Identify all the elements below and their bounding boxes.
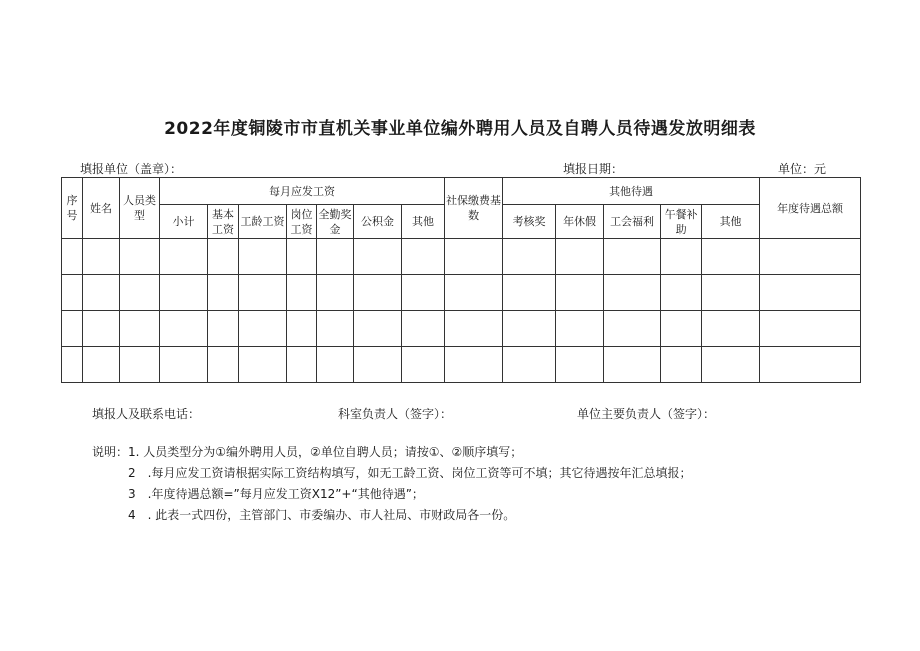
table-cell (402, 311, 445, 347)
table-cell (317, 239, 354, 275)
table-cell (661, 239, 702, 275)
header-housing-fund: 公积金 (354, 205, 402, 239)
table-cell (287, 275, 317, 311)
table-cell (120, 275, 160, 311)
note-line-3: 3 .年度待遇总额=”每月应发工资X12”+“其他待遇”； (128, 487, 424, 501)
header-row-1 (62, 178, 861, 205)
table-cell (402, 275, 445, 311)
table-cell (83, 275, 120, 311)
table-cell (760, 275, 861, 311)
header-union-welfare: 工会福利 (604, 205, 661, 239)
table-cell (503, 275, 556, 311)
notes-section (92, 442, 691, 526)
table-cell (62, 311, 83, 347)
header-subtotal: 小计 (160, 205, 208, 239)
header-monthly-salary: 每月应发工资 (160, 178, 445, 205)
table-cell (208, 347, 239, 383)
header-annual-total: 年度待遇总额 (760, 178, 861, 239)
table-cell (239, 347, 287, 383)
table-cell (317, 347, 354, 383)
table-cell (239, 275, 287, 311)
table-cell (208, 275, 239, 311)
reporting-date-label: 填报日期： (563, 162, 624, 176)
table-cell (556, 239, 604, 275)
table-cell (760, 311, 861, 347)
table-row (62, 239, 861, 275)
table-cell (604, 239, 661, 275)
table-cell (445, 275, 503, 311)
table-cell (62, 275, 83, 311)
table-cell (354, 311, 402, 347)
header-other-benefit: 其他 (702, 205, 760, 239)
salary-details-table (61, 177, 861, 383)
header-other-salary: 其他 (402, 205, 445, 239)
header-post-salary: 岗位工资 (287, 205, 317, 239)
table-cell (556, 311, 604, 347)
table-cell (287, 347, 317, 383)
table-cell (317, 275, 354, 311)
table-cell (503, 347, 556, 383)
table-cell (208, 239, 239, 275)
table-cell (287, 311, 317, 347)
table-cell (354, 347, 402, 383)
table-cell (702, 275, 760, 311)
table-cell (503, 239, 556, 275)
page-title: 2022年度铜陵市市直机关事业单位编外聘用人员及自聘人员待遇发放明细表 (164, 119, 756, 139)
table-cell (604, 347, 661, 383)
header-attendance-bonus: 全勤奖金 (317, 205, 354, 239)
table-cell (402, 347, 445, 383)
table-cell (445, 311, 503, 347)
header-lunch-subsidy: 午餐补助 (661, 205, 702, 239)
section-head-signature-label: 科室负责人（签字）： (338, 407, 453, 421)
table-cell (120, 347, 160, 383)
header-base-salary: 基本工资 (208, 205, 239, 239)
table-cell (317, 311, 354, 347)
note-line-1: 说明：1. 人员类型分为①编外聘用人员，②单位自聘人员；请按①、②顺序填写； (92, 445, 523, 459)
header-person-type: 人员类型 (120, 178, 160, 239)
currency-unit-label: 单位：元 (778, 162, 827, 176)
table-cell (661, 311, 702, 347)
table-row (62, 275, 861, 311)
table-cell (83, 311, 120, 347)
table-cell (354, 239, 402, 275)
table-cell (62, 347, 83, 383)
table-cell (702, 311, 760, 347)
unit-leader-signature-label: 单位主要负责人（签字）： (577, 407, 716, 421)
table-cell (120, 311, 160, 347)
table-cell (604, 275, 661, 311)
table-cell (702, 239, 760, 275)
table-cell (83, 347, 120, 383)
header-other-benefits: 其他待遇 (503, 178, 760, 205)
table-cell (760, 239, 861, 275)
table-cell (661, 275, 702, 311)
header-name: 姓名 (83, 178, 120, 239)
table-cell (556, 347, 604, 383)
table-cell (160, 275, 208, 311)
table-cell (760, 347, 861, 383)
table-cell (83, 239, 120, 275)
table-row (62, 311, 861, 347)
header-annual-leave: 年休假 (556, 205, 604, 239)
table-cell (160, 239, 208, 275)
table-cell (239, 239, 287, 275)
table-row (62, 347, 861, 383)
table-cell (208, 311, 239, 347)
reporting-unit-label: 填报单位（盖章）： (80, 162, 183, 176)
table-cell (160, 347, 208, 383)
table-cell (661, 347, 702, 383)
header-seq: 序号 (62, 178, 83, 239)
header-seniority-salary: 工龄工资 (239, 205, 287, 239)
table-cell (556, 275, 604, 311)
table-cell (604, 311, 661, 347)
header-social-security-base: 社保缴费基数 (445, 178, 503, 239)
table-cell (503, 311, 556, 347)
table-cell (402, 239, 445, 275)
note-line-2: 2 .每月应发工资请根据实际工资结构填写，如无工龄工资、岗位工资等可不填；其它待遇按年汇总填报； (128, 466, 692, 480)
table-cell (445, 239, 503, 275)
table-cell (702, 347, 760, 383)
header-assessment-bonus: 考核奖 (503, 205, 556, 239)
table-cell (62, 239, 83, 275)
note-line-4: 4 . 此表一式四份，主管部门、市委编办、市人社局、市财政局各一份。 (128, 508, 516, 522)
table-cell (445, 347, 503, 383)
table-cell (120, 239, 160, 275)
table-cell (354, 275, 402, 311)
filler-contact-label: 填报人及联系电话： (92, 407, 201, 421)
table-cell (287, 239, 317, 275)
table-cell (160, 311, 208, 347)
table-cell (239, 311, 287, 347)
